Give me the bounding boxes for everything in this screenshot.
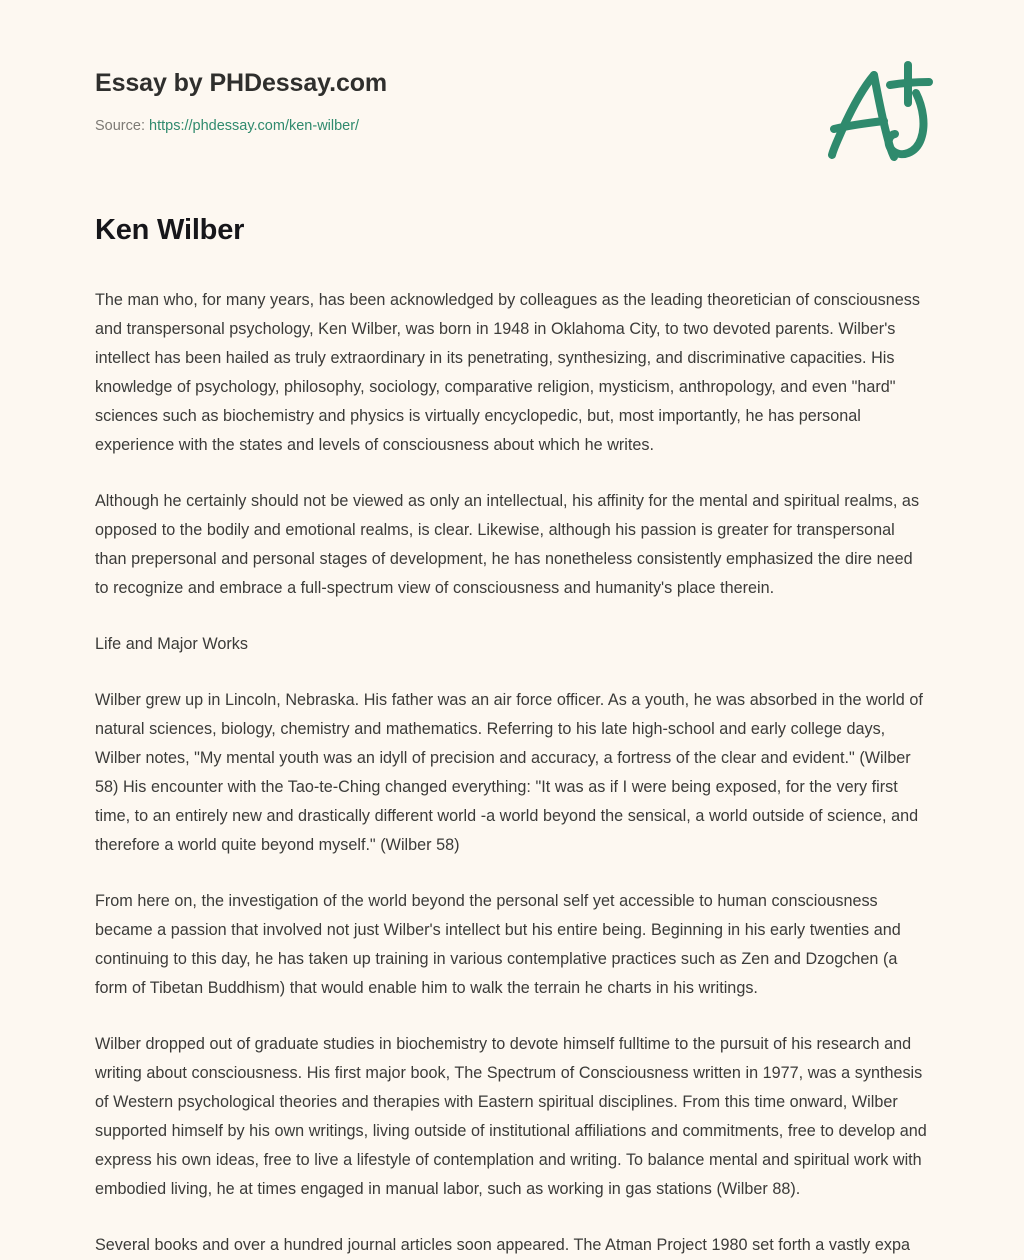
a-plus-logo — [812, 58, 942, 168]
brand-block — [95, 68, 387, 136]
paragraph: From here on, the investigation of the world beyond the personal self yet accessible to human consciousness became a passion that involved not just Wilber's intellect but his entire being. Beginning in his early twenties and continuing to this day, he has taken up training in various contemplative practices such as Zen and Dzogchen (a form of Tibetan Buddhism) that would enable him to walk the terrain he charts in his writings. — [95, 892, 901, 997]
paragraph: The man who, for many years, has been acknowledged by colleagues as the leading theoretician of consciousness and transpersonal psychology, Ken Wilber, was born in 1948 in Oklahoma City, to two devoted parents. Wilber's intellect has been hailed as truly extraordinary in its penetrating, synthesizing, and discriminative capacities. His knowledge of psychology, philosophy, sociology, comparative religion, mysticism, anthropology, and even "hard" sciences such as biochemistry and physics is virtually encyclopedic, but, most importantly, he has personal experience with the states and levels of consciousness about which he writes. — [95, 291, 920, 454]
brand-title: Essay by PHDessay.com — [95, 69, 388, 97]
paragraph: Although he certainly should not be viewed as only an intellectual, his affinity for the mental and spiritual realms, as opposed to the bodily and emotional realms, is clear. Likewise, although his passion is greater for transpersonal than prepersonal and personal stages of development, he has nonetheless consistently emphasized the dire need to recognize and embrace a full-spectrum view of consciousness and humanity's place therein. — [95, 492, 920, 597]
page-title: Ken Wilber — [95, 214, 245, 246]
source-line — [95, 116, 387, 136]
paragraph: Wilber grew up in Lincoln, Nebraska. His father was an air force officer. As a youth, he was absorbed in the world of natural sciences, biology, chemistry and mathematics. Referring to his late high-school and early college days, Wilber notes, "My mental youth was an idyll of precision and accuracy, a fortress of the clear and evident." (Wilber 58) His encounter with the Tao-te-Ching changed everything: "It was as if I were being exposed, for the very first time, to an entirely new and drastically different world -a world beyond the sensical, a world outside of science, and therefore a world quite beyond myself." (Wilber 58) — [95, 691, 923, 854]
source-url-link[interactable]: https://phdessay.com/ken-wilber/ — [149, 118, 360, 134]
paragraph-truncated: Several books and over a hundred journal articles soon appeared. The Atman Project 1980 set forth a vastly expa — [95, 1236, 910, 1254]
page-header — [0, 0, 1024, 200]
paragraph: Wilber dropped out of graduate studies in biochemistry to devote himself fulltime to the pursuit of his research and writing about consciousness. His first major book, The Spectrum of Consciousness written in 1977, was a synthesis of Western psychological theories and therapies with Eastern spiritual disciplines. From this time onward, Wilber supported himself by his own writings, living outside of institutional affiliations and commitments, free to develop and express his own ideas, free to live a lifestyle of contemplation and writing. To balance mental and spiritual work with embodied living, he at times engaged in manual labor, such as working in gas stations (Wilber 88). — [95, 1035, 927, 1198]
section-subheading: Life and Major Works — [95, 635, 248, 653]
article-body — [95, 212, 930, 1260]
source-label: Source: — [95, 118, 145, 134]
